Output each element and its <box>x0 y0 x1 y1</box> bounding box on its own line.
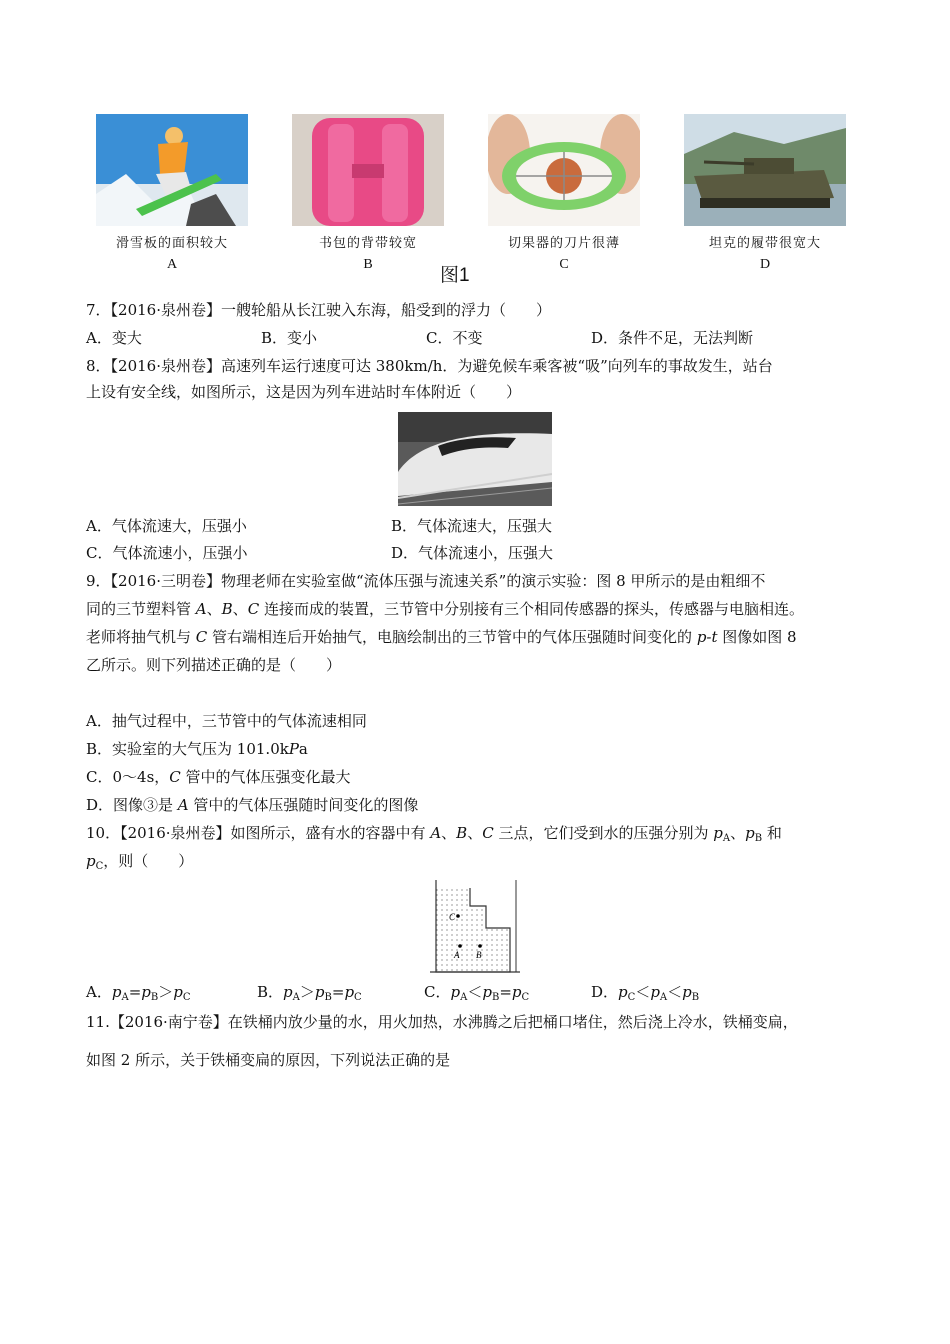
fruit-cutter-image <box>488 114 640 226</box>
q9-line-1: 9．【2016·三明卷】物理老师在实验室做“流体压强与流速关系”的演示实验：图 8 甲所示的是由粗细不 <box>86 572 766 590</box>
svg-text:A: A <box>454 950 460 960</box>
q9-option-d: D．图像③是 A 管中的气体压强随时间变化的图像 <box>86 796 419 814</box>
figure-1 <box>96 114 856 284</box>
q8-stem-line-2: 上设有安全线，如图所示，这是因为列车进站时车体附近（ ） <box>86 383 522 401</box>
q8-stem-line-1: 8．【2016·泉州卷】高速列车运行速度可达 380km/h．为避免候车乘客被“吸”向列车的事故发生，站台 <box>86 357 773 375</box>
q9-line-2: 同的三节塑料管 A、B、C 连接而成的装置，三节管中分别接有三个相同传感器的探头，传感器与电脑相连。 <box>86 600 804 618</box>
figure-1-title: 图1 <box>440 265 470 286</box>
q11-line-2: 如图 2 所示，关于铁桶变扁的原因，下列说法正确的是 <box>86 1051 451 1069</box>
tank-image <box>684 114 846 226</box>
q10-line-1: 10．【2016·泉州卷】如图所示，盛有水的容器中有 A、B、C 三点，它们受到水的压强分别为 $p_A$、$p_B$ 和 <box>86 824 782 844</box>
svg-text:B: B <box>476 950 482 960</box>
q7-stem: 7．【2016·泉州卷】一艘轮船从长江驶入东海，船受到的浮力（ ） <box>86 301 551 319</box>
q9-option-a: A．抽气过程中，三节管中的气体流速相同 <box>86 712 367 730</box>
q8-option-b: B．气体流速大，压强大 <box>391 517 553 535</box>
svg-text:C: C <box>449 912 456 922</box>
q10-option-b: B．$p_A>p_B=p_C$ <box>257 983 362 1003</box>
backpack-image <box>292 114 444 226</box>
figure-1-item-c: 切果器的刀片很薄 C <box>488 114 648 273</box>
high-speed-train-image <box>398 412 552 506</box>
figure-1-item-b: 书包的背带较宽 B <box>292 114 452 273</box>
q10-option-d: D．$p_C<p_A<p_B$ <box>591 983 700 1003</box>
q7-option-d: D．条件不足，无法判断 <box>591 329 754 347</box>
q7-option-a: A．变大 <box>86 329 142 347</box>
q7-option-b: B．变小 <box>261 329 318 347</box>
figure-1-item-d: 坦克的履带很宽大 D <box>684 114 844 273</box>
q10-line-2: $p_C$，则（ ） <box>86 852 194 872</box>
q9-option-c: C．0～4s，C 管中的气体压强变化最大 <box>86 768 351 786</box>
q9-option-b: B．实验室的大气压为 101.0kPa <box>86 740 308 758</box>
snowboard-image <box>96 114 248 226</box>
figure-1-item-a: 滑雪板的面积较大 A <box>96 114 256 273</box>
q9-line-4: 乙所示。则下列描述正确的是（ ） <box>86 656 342 674</box>
q9-line-3: 老师将抽气机与 C 管右端相连后开始抽气，电脑绘制出的三节管中的气体压强随时间变化的 p-t 图像如图 8 <box>86 628 797 646</box>
q10-option-c: C．$p_A<p_B=p_C$ <box>424 983 530 1003</box>
q11-line-1: 11.【2016·南宁卷】在铁桶内放少量的水，用火加热，水沸腾之后把桶口堵住，然后浇上冷水，铁桶变扁， <box>86 1013 798 1031</box>
q8-option-c: C．气体流速小，压强小 <box>86 544 248 562</box>
q10-option-a: A．$p_A=p_B>p_C$ <box>86 983 191 1003</box>
q8-option-a: A．气体流速大，压强小 <box>86 517 247 535</box>
q8-option-d: D．气体流速小，压强大 <box>391 544 554 562</box>
water-container-diagram <box>430 878 520 974</box>
q7-option-c: C．不变 <box>426 329 483 347</box>
